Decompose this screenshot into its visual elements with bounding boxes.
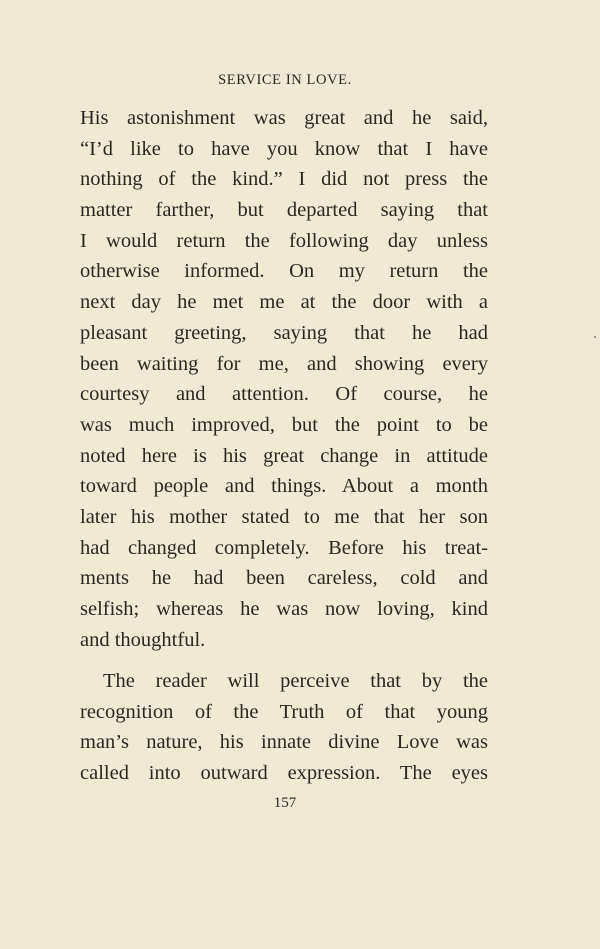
text-line: otherwise informed. On my return the [80, 260, 488, 283]
text-line: nothing of the kind.” I did not press the [80, 168, 488, 191]
text-line: courtesy and attention. Of course, he [80, 383, 488, 406]
paragraph-2 [80, 666, 488, 789]
text-line: His astonishment was great and he said, [80, 107, 488, 129]
text-line: toward people and things. About a month [80, 475, 488, 498]
text-line: man’s nature, his innate divine Love was [80, 731, 488, 754]
paragraph-1 [80, 103, 488, 655]
text-line: I would return the following day unless [80, 229, 488, 252]
text-line: selfish; whereas he was now loving, kind [80, 598, 488, 620]
running-head: SERVICE IN LOVE. [218, 72, 352, 88]
text-line: next day he met me at the door with a [80, 291, 488, 314]
text-line: had changed completely. Before his treat- [80, 536, 488, 559]
text-line: noted here is his great change in attitude [80, 444, 488, 467]
text-line: recognition of the Truth of that young [80, 700, 488, 723]
text-line: “I’d like to have you know that I have [80, 137, 488, 160]
text-line: ments he had been careless, cold and [80, 567, 488, 590]
text-line: called into outward expression. The eyes [80, 762, 488, 785]
page-number: 157 [273, 795, 297, 811]
text-line: was much improved, but the point to be [80, 413, 488, 436]
text-line: and thoughtful. [80, 628, 206, 651]
text-line: The reader will perceive that by the [103, 670, 488, 692]
text-line: matter farther, but departed saying that [80, 199, 488, 222]
text-line: pleasant greeting, saying that he had [80, 321, 488, 344]
text-line: later his mother stated to me that her son [80, 505, 488, 528]
paper-speck [594, 336, 596, 338]
text-line: been waiting for me, and showing every [80, 352, 488, 375]
